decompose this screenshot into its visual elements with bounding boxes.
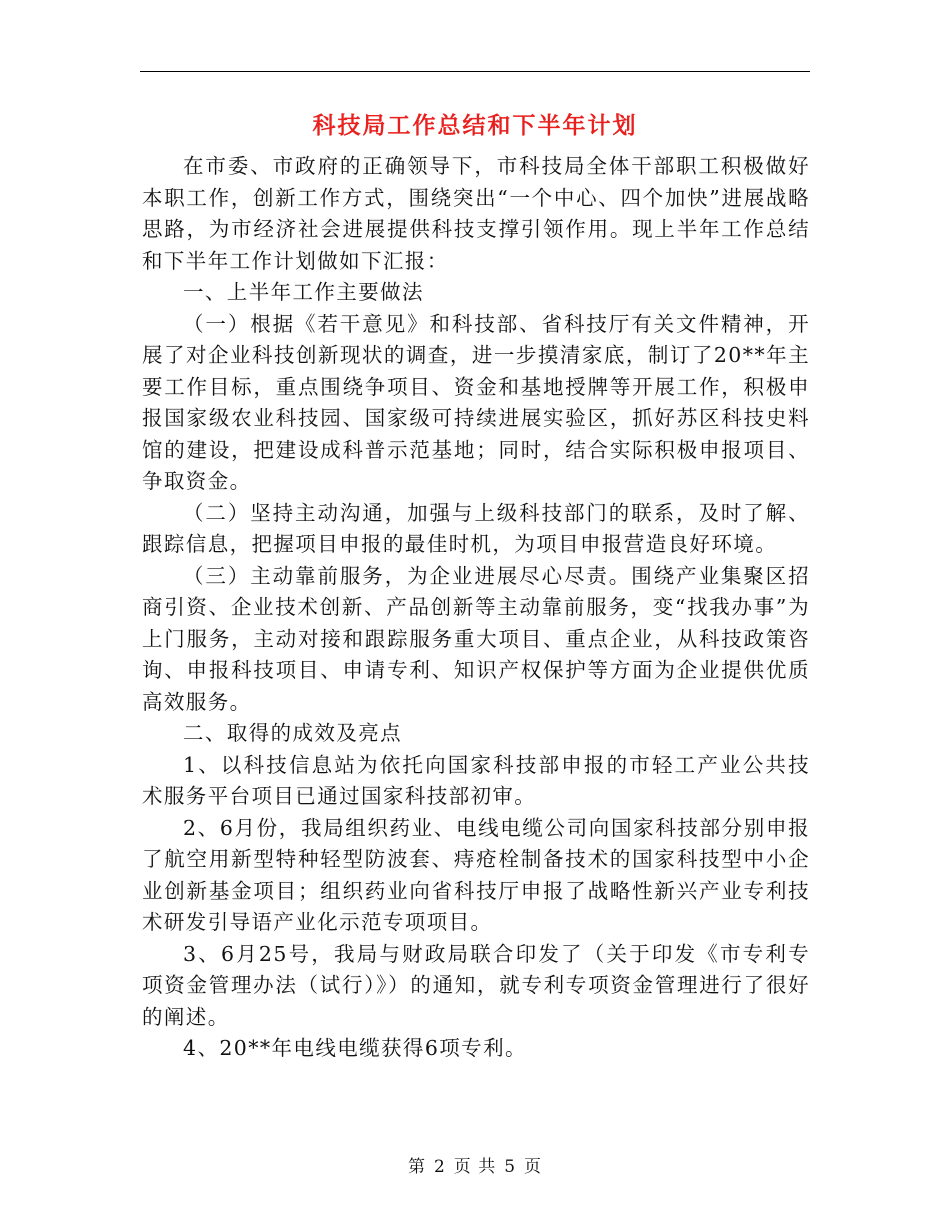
header-rule	[140, 71, 810, 72]
page-current: 2	[433, 1157, 446, 1177]
paragraph-item-1: （一）根据《若干意见》和科技部、省科技厅有关文件精神，开展了对企业科技创新现状的调查，进一步摸清家底，制订了20**年主要工作目标，重点围绕争项目、资金和基地授牌等开展工作，积极申报国家级农业科技园、国家级可持续进展实验区，抓好苏区科技史料馆的建设，把建设成科普示范基地；同时，结合实际积极申报项目、争取资金。	[142, 311, 810, 493]
achievement-item-3: 3、6月25号，我局与财政局联合印发了（关于印发《市专利专项资金管理办法（试行）》）的通知，就专利专项资金管理进行了很好的阐述。	[142, 941, 810, 1029]
paragraph-intro: 在市委、市政府的正确领导下，市科技局全体干部职工积极做好本职工作，创新工作方式，围绕突出“一个中心、四个加快”进展战略思路，为市经济社会进展提供科技支撑引领作用。现上半年工作总结和下半年工作计划做如下汇报：	[142, 154, 810, 273]
paragraph-item-2: （二）坚持主动沟通，加强与上级科技部门的联系，及时了解、跟踪信息，把握项目申报的最佳时机，为项目申报营造良好环境。	[142, 500, 810, 556]
section-heading-1: 一、上半年工作主要做法	[183, 280, 424, 304]
paragraph-item-3: （三）主动靠前服务，为企业进展尽心尽责。围绕产业集聚区招商引资、企业技术创新、产品创新等主动靠前服务，变“找我办事”为上门服务，主动对接和跟踪服务重大项目、重点企业，从科技政策咨询、申报科技项目、申请专利、知识产权保护等方面为企业提供优质高效服务。	[142, 563, 810, 714]
page-mid: 页 共	[453, 1157, 497, 1177]
page-suffix: 页	[524, 1157, 543, 1177]
section-heading-2: 二、取得的成效及亮点	[183, 721, 402, 745]
achievement-item-1: 1、以科技信息站为依托向国家科技部申报的市轻工产业公共技术服务平台项目已通过国家科技部初审。	[142, 752, 810, 808]
page-prefix: 第	[407, 1157, 426, 1177]
document-body	[142, 151, 810, 1065]
page-total: 5	[504, 1157, 517, 1177]
document-title: 科技局工作总结和下半年计划	[312, 112, 638, 139]
achievement-item-4: 4、20**年电线电缆获得6项专利。	[183, 1036, 527, 1060]
page-footer	[0, 1152, 950, 1177]
achievement-item-2: 2、6月份，我局组织药业、电线电缆公司向国家科技部分别申报了航空用新型特种轻型防波套、痔疮栓制备技术的国家科技型中小企业创新基金项目；组织药业向省科技厅申报了战略性新兴产业专利技术研发引导语产业化示范专项项目。	[142, 815, 810, 934]
